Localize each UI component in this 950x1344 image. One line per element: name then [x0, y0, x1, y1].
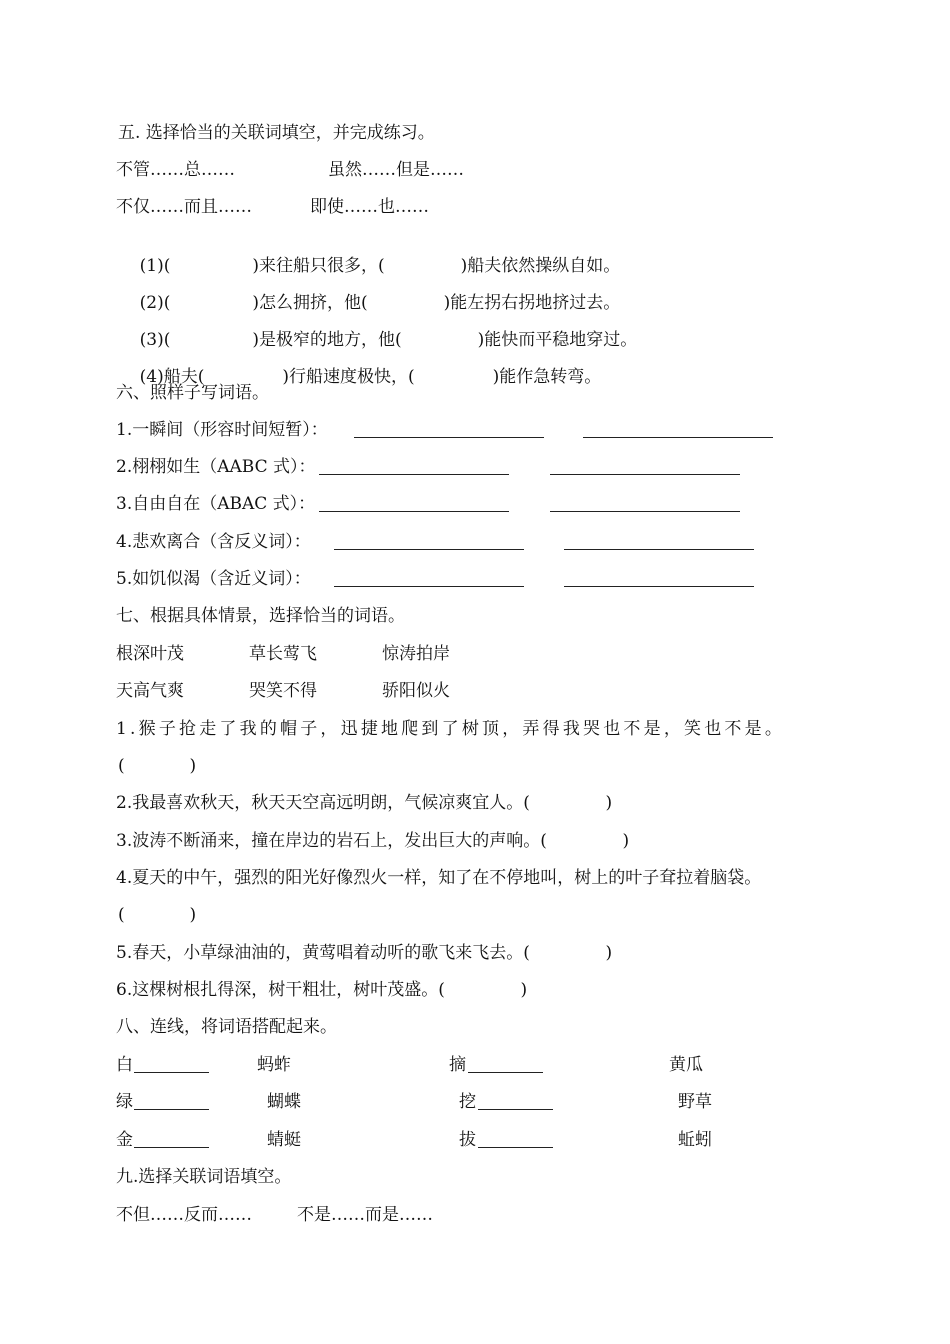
section7-question-2: 2.我最喜欢秋天，秋天天空高远明朗，气候凉爽宜人。( ): [116, 793, 613, 813]
idiom-option: 根深叶茂: [116, 644, 184, 664]
idiom-option: 哭笑不得: [249, 681, 317, 701]
match-line[interactable]: [468, 1058, 543, 1073]
section7-question-1: 1.猴子抢走了我的帽子，迅捷地爬到了树顶，弄得我哭也不是，笑也不是。: [116, 719, 786, 739]
section5-question-1: (1)( )来往船只很多，( )船夫依然操纵自如。: [139, 256, 621, 276]
answer-line[interactable]: [319, 460, 509, 475]
conjunction-option: 不管……总……: [116, 160, 235, 180]
match-right-char: 摘: [449, 1055, 466, 1075]
section7-title: 七、根据具体情景，选择恰当的词语。: [116, 606, 405, 626]
section6-item-3: 3.自由自在（ABAC 式）：: [116, 494, 316, 514]
match-line[interactable]: [134, 1133, 209, 1148]
answer-parentheses[interactable]: ( ): [118, 756, 197, 776]
answer-parentheses[interactable]: ( ): [118, 905, 197, 925]
section5-question-4: (4)船夫( )行船速度极快，( )能作急转弯。: [139, 367, 602, 387]
match-line[interactable]: [134, 1095, 209, 1110]
section8-title: 八、连线，将词语搭配起来。: [116, 1017, 337, 1037]
answer-line[interactable]: [583, 423, 773, 438]
idiom-option: 草长莺飞: [249, 644, 317, 664]
match-right-char: 挖: [459, 1092, 476, 1112]
match-left-word: 蚂蚱: [257, 1055, 291, 1075]
section6-item-1: 1.一瞬间（形容时间短暂）：: [116, 420, 328, 440]
match-right-word: 黄瓜: [669, 1055, 703, 1075]
answer-line[interactable]: [319, 497, 509, 512]
match-left-char: 白: [116, 1055, 133, 1075]
section6-item-4: 4.悲欢离合（含反义词）：: [116, 532, 311, 552]
match-left-word: 蝴蝶: [267, 1092, 301, 1112]
match-line[interactable]: [478, 1133, 553, 1148]
conjunction-option: 不但……反而……: [116, 1205, 252, 1225]
match-right-word: 蚯蚓: [678, 1130, 712, 1150]
match-line[interactable]: [134, 1058, 209, 1073]
answer-line[interactable]: [564, 572, 754, 587]
section6-item-5: 5.如饥似渴（含近义词）：: [116, 569, 311, 589]
match-right-char: 拔: [459, 1130, 476, 1150]
match-left-char: 绿: [116, 1092, 133, 1112]
answer-line[interactable]: [354, 423, 544, 438]
conjunction-option: 即使……也……: [310, 197, 429, 217]
section7-question-4: 4.夏天的中午，强烈的阳光好像烈火一样，知了在不停地叫，树上的叶子耷拉着脑袋。: [116, 868, 762, 888]
conjunction-option: 不是……而是……: [297, 1205, 433, 1225]
section5-question-2: (2)( )怎么拥挤，他( )能左拐右拐地挤过去。: [139, 293, 621, 313]
section7-question-5: 5.春天，小草绿油油的，黄莺唱着动听的歌飞来飞去。( ): [116, 943, 613, 963]
conjunction-option: 虽然……但是……: [328, 160, 464, 180]
match-left-char: 金: [116, 1130, 133, 1150]
match-right-word: 野草: [678, 1092, 712, 1112]
idiom-option: 骄阳似火: [382, 681, 450, 701]
answer-line[interactable]: [550, 460, 740, 475]
section9-title: 九.选择关联词语填空。: [116, 1167, 292, 1187]
answer-line[interactable]: [550, 497, 740, 512]
answer-line[interactable]: [564, 535, 754, 550]
section7-question-3: 3.波涛不断涌来，撞在岸边的岩石上，发出巨大的声响。( ): [116, 831, 630, 851]
section6-title: 六、照样子写词语。: [116, 383, 269, 403]
section6-item-2: 2.栩栩如生（AABC 式）：: [116, 457, 316, 477]
idiom-option: 惊涛拍岸: [382, 644, 450, 664]
match-left-word: 蜻蜓: [267, 1130, 301, 1150]
answer-line[interactable]: [334, 535, 524, 550]
answer-line[interactable]: [334, 572, 524, 587]
section7-question-6: 6.这棵树根扎得深，树干粗壮，树叶茂盛。( ): [116, 980, 528, 1000]
match-line[interactable]: [478, 1095, 553, 1110]
conjunction-option: 不仅……而且……: [116, 197, 252, 217]
section5-title: 五. 选择恰当的关联词填空，并完成练习。: [118, 123, 435, 143]
section5-question-3: (3)( )是极窄的地方，他( )能快而平稳地穿过。: [139, 330, 638, 350]
idiom-option: 天高气爽: [116, 681, 184, 701]
